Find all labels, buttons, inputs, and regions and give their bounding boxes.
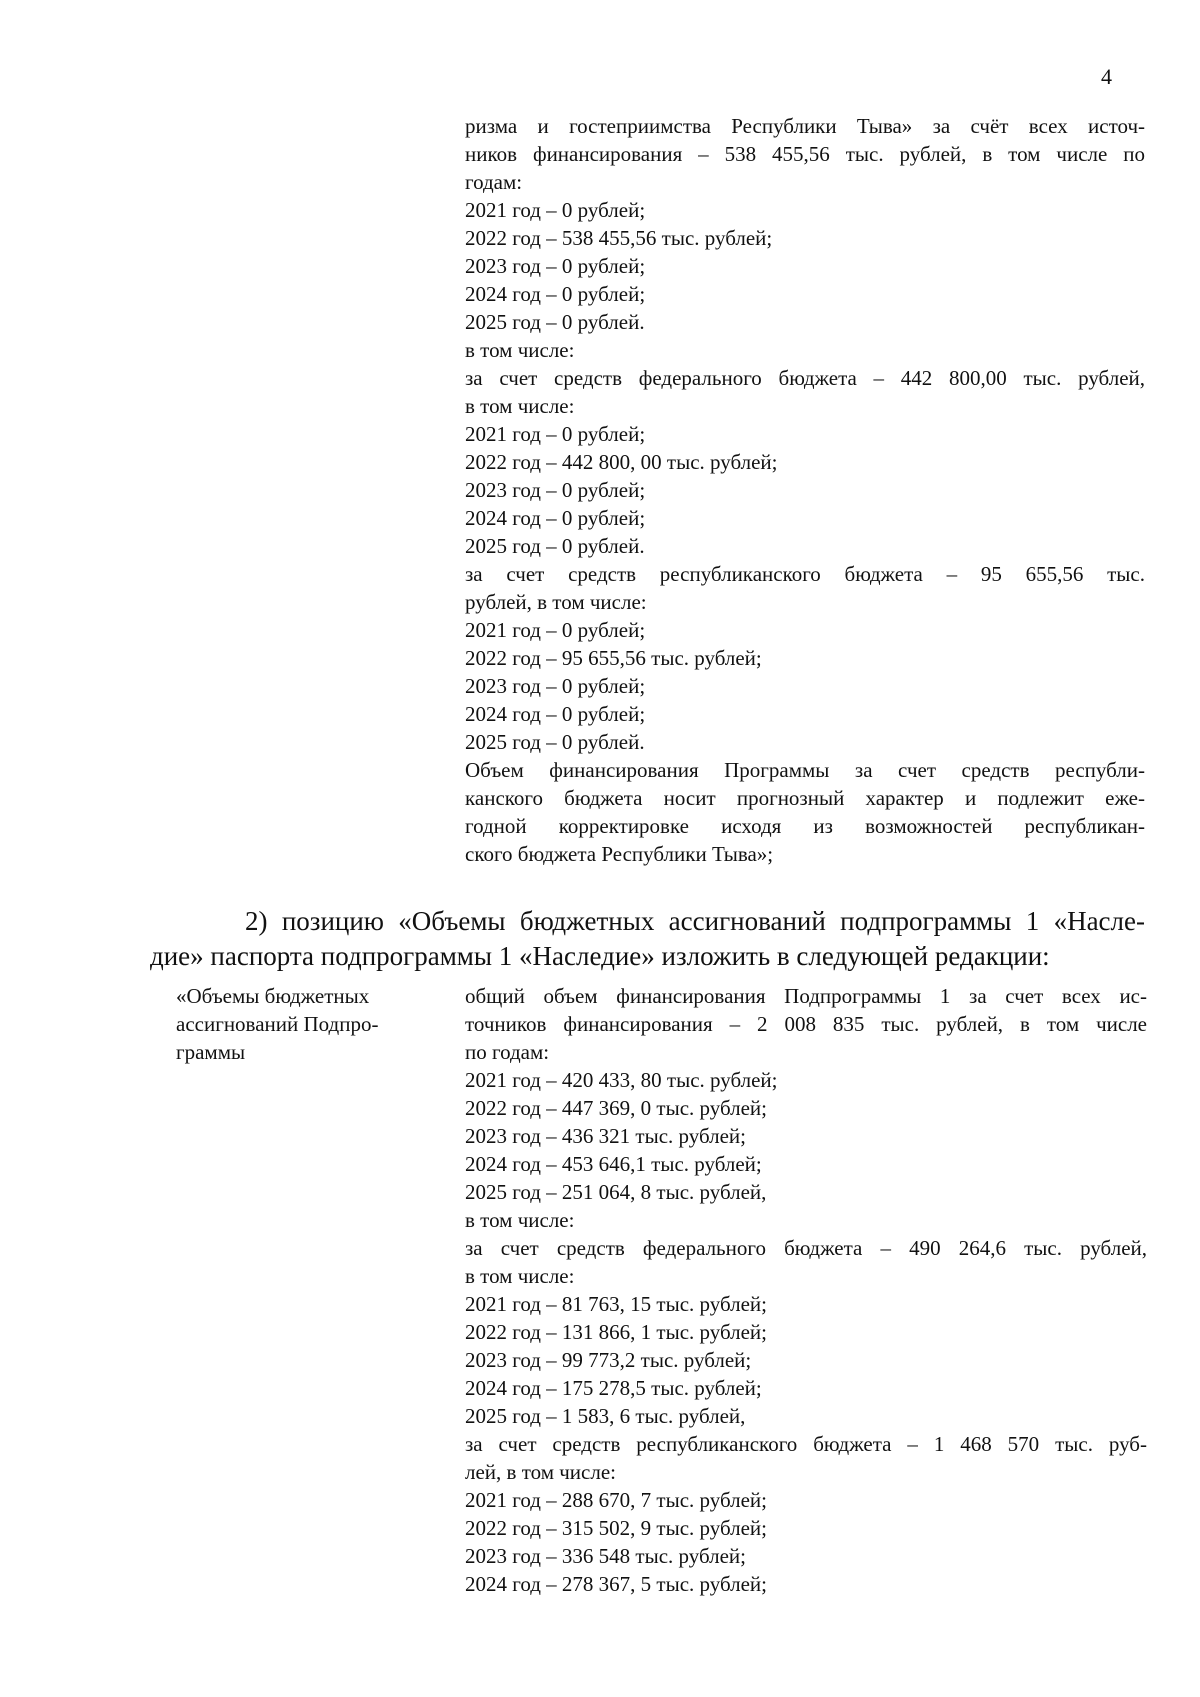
text-line: 2024 год – 0 рублей; — [465, 506, 646, 530]
text-line: 2024 год – 0 рублей; — [465, 702, 646, 726]
text-line: в том числе: — [465, 1264, 575, 1288]
text-line: ризма и гостеприимства Республики Тыва» за счёт всех источ- — [465, 114, 1145, 138]
text-line: 2024 год – 0 рублей; — [465, 282, 646, 306]
text-line: 2025 год – 0 рублей. — [465, 310, 645, 334]
text-line: за счет средств федерального бюджета – 490 264,6 тыс. рублей, — [465, 1236, 1147, 1260]
text-line: годам: — [465, 170, 523, 194]
text-line: 2023 год – 0 рублей; — [465, 674, 646, 698]
text-line: 2023 год – 436 321 тыс. рублей; — [465, 1124, 747, 1148]
text-line: канского бюджета носит прогнозный характер и подлежит еже- — [465, 786, 1145, 810]
text-line: 2025 год – 1 583, 6 тыс. рублей, — [465, 1404, 746, 1428]
text-line: 2022 год – 447 369, 0 тыс. рублей; — [465, 1096, 768, 1120]
text-line: 2025 год – 0 рублей. — [465, 534, 645, 558]
text-line: 2022 год – 131 866, 1 тыс. рублей; — [465, 1320, 768, 1344]
text-line: 2025 год – 251 064, 8 тыс. рублей, — [465, 1180, 767, 1204]
text-line: за счет средств республиканского бюджета – 1 468 570 тыс. руб- — [465, 1432, 1147, 1456]
text-line: 2021 год – 81 763, 15 тыс. рублей; — [465, 1292, 768, 1316]
text-line: 2024 год – 453 646,1 тыс. рублей; — [465, 1152, 762, 1176]
text-line: 2022 год – 538 455,56 тыс. рублей; — [465, 226, 773, 250]
label-line: ассигнований Подпро- — [176, 1012, 379, 1036]
text-line: ников финансирования – 538 455,56 тыс. рублей, в том числе по — [465, 142, 1145, 166]
text-line: по годам: — [465, 1040, 550, 1064]
text-line: 2022 год – 442 800, 00 тыс. рублей; — [465, 450, 778, 474]
text-line: 2024 год – 278 367, 5 тыс. рублей; — [465, 1572, 768, 1596]
text-line: 2023 год – 336 548 тыс. рублей; — [465, 1544, 747, 1568]
text-line: 2021 год – 420 433, 80 тыс. рублей; — [465, 1068, 778, 1092]
text-line: 2022 год – 315 502, 9 тыс. рублей; — [465, 1516, 768, 1540]
text-line: лей, в том числе: — [465, 1460, 616, 1484]
label-line: граммы — [176, 1040, 246, 1064]
text-line: 2021 год – 288 670, 7 тыс. рублей; — [465, 1488, 768, 1512]
section-2-line-1: 2) позицию «Объемы бюджетных ассигнований подпрограммы 1 «Насле- — [245, 906, 1145, 936]
text-line: за счет средств федерального бюджета – 442 800,00 тыс. рублей, — [465, 366, 1145, 390]
text-line: 2023 год – 99 773,2 тыс. рублей; — [465, 1348, 752, 1372]
text-line: Объем финансирования Программы за счет средств республи- — [465, 758, 1145, 782]
section-2-line-2: дие» паспорта подпрограммы 1 «Наследие» изложить в следующей редакции: — [150, 941, 1050, 971]
text-line: 2021 год – 0 рублей; — [465, 422, 646, 446]
section-2-paragraph — [150, 904, 1145, 974]
left-label-cell — [176, 982, 431, 1066]
text-line: 2024 год – 175 278,5 тыс. рублей; — [465, 1376, 762, 1400]
text-line: 2025 год – 0 рублей. — [465, 730, 645, 754]
text-line: в том числе: — [465, 394, 575, 418]
text-line: годной корректировке исходя из возможностей республикан- — [465, 814, 1145, 838]
text-line: 2023 год – 0 рублей; — [465, 254, 646, 278]
text-line: 2022 год – 95 655,56 тыс. рублей; — [465, 646, 762, 670]
text-line: 2023 год – 0 рублей; — [465, 478, 646, 502]
label-line: «Объемы бюджетных — [176, 984, 370, 1008]
text-line: 2021 год – 0 рублей; — [465, 618, 646, 642]
bottom-text-block — [465, 982, 1147, 1598]
text-line: рублей, в том числе: — [465, 590, 647, 614]
text-line: точников финансирования – 2 008 835 тыс. рублей, в том числе — [465, 1012, 1147, 1036]
text-line: в том числе: — [465, 338, 575, 362]
text-line: за счет средств республиканского бюджета – 95 655,56 тыс. — [465, 562, 1145, 586]
top-text-block — [465, 112, 1145, 868]
text-line: в том числе: — [465, 1208, 575, 1232]
text-line: общий объем финансирования Подпрограммы 1 за счет всех ис- — [465, 984, 1147, 1008]
text-line: ского бюджета Республики Тыва»; — [465, 842, 774, 866]
page-number: 4 — [1101, 64, 1112, 89]
text-line: 2021 год – 0 рублей; — [465, 198, 646, 222]
